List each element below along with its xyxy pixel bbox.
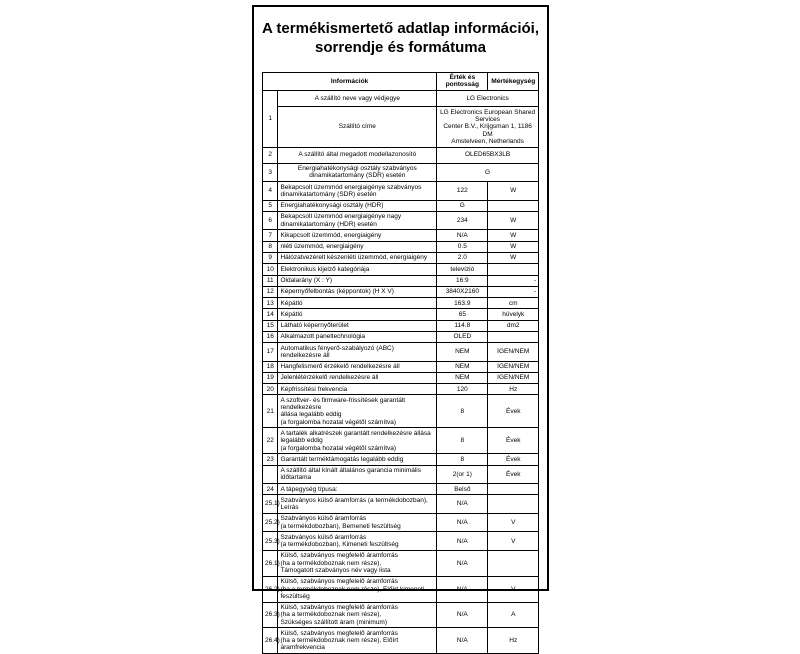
row-number: 8	[263, 241, 278, 252]
row-info-label: Látható képernyőterület	[278, 320, 437, 331]
row-info-label: Szabványos külső áramforrás (a termékdobozban), Leírás	[278, 495, 437, 514]
row-unit: hüvelyk	[488, 309, 539, 320]
row-info-label: A szállító által kínált általános garancia minimális időtartama	[278, 465, 437, 484]
row-value: 0.5	[437, 241, 488, 252]
row-info-label: Külső, szabványos megfelelő áramforrás (ha a termékdoboznak nem része), Támogatott szabványos név vagy lista	[278, 550, 437, 576]
table-row	[263, 230, 539, 241]
table-row	[263, 484, 539, 495]
row-value: N/A	[437, 550, 488, 576]
row-unit: IGEN/NEM	[488, 343, 539, 362]
row-value: 8	[437, 428, 488, 454]
row-info-label: Elektronikus kijelző kategóriája	[278, 264, 437, 275]
row-value: 65	[437, 309, 488, 320]
row-unit	[488, 550, 539, 576]
table-row	[263, 252, 539, 263]
row-number: 13	[263, 298, 278, 309]
row-number: 19	[263, 372, 278, 383]
row-info-label: Szállító címe	[278, 107, 437, 147]
row-unit: W	[488, 230, 539, 241]
row-unit	[488, 495, 539, 514]
row-value: 8	[437, 395, 488, 428]
table-row	[263, 576, 539, 602]
row-info-label: Külső, szabványos megfelelő áramforrás (ha a termékdoboznak nem része), Előírt áramfrekvencia	[278, 628, 437, 654]
row-value: 234	[437, 211, 488, 230]
table-row	[263, 91, 539, 107]
row-info-label: Alkalmazott paneltechnológia	[278, 331, 437, 342]
page-title: A termékismertető adatlap információi, sorrendje és formátuma	[254, 20, 547, 58]
spec-table	[262, 72, 539, 654]
row-info-label: Jelenlétérzékelő rendelkezésre áll	[278, 372, 437, 383]
table-row	[263, 454, 539, 465]
row-unit	[488, 264, 539, 275]
row-info-label: Garantált terméktámogatás legalább eddig	[278, 454, 437, 465]
row-number: 25.1)	[263, 495, 278, 514]
row-unit: Évek	[488, 465, 539, 484]
row-value: 122	[437, 182, 488, 201]
table-row	[263, 275, 539, 286]
row-number: 3	[263, 163, 278, 182]
row-value: N/A	[437, 576, 488, 602]
row-number: 10	[263, 264, 278, 275]
row-value: OLED65BX3LB	[437, 147, 539, 163]
row-number: 16	[263, 331, 278, 342]
row-value: G	[437, 200, 488, 211]
row-info-label: Szabványos külső áramforrás (a termékdobozban), Kimeneti feszültség	[278, 532, 437, 551]
row-value: N/A	[437, 628, 488, 654]
row-info-label: Képfrissítési frekvencia	[278, 384, 437, 395]
row-info-label: Oldalarány (X : Y)	[278, 275, 437, 286]
row-unit: -	[488, 286, 539, 297]
row-value: NEM	[437, 361, 488, 372]
row-info-label: Képátló	[278, 298, 437, 309]
row-value: N/A	[437, 230, 488, 241]
row-number: 24	[263, 484, 278, 495]
table-row	[263, 211, 539, 230]
row-number: 26.3)	[263, 602, 278, 628]
table-row	[263, 147, 539, 163]
row-value: 16:9	[437, 275, 488, 286]
row-unit: W	[488, 241, 539, 252]
row-value: N/A	[437, 513, 488, 532]
row-unit: W	[488, 211, 539, 230]
row-value: N/A	[437, 602, 488, 628]
row-number: 18	[263, 361, 278, 372]
table-row	[263, 264, 539, 275]
row-number: 17	[263, 343, 278, 362]
row-info-label: Kikapcsolt üzemmód, energiaigény	[278, 230, 437, 241]
table-row	[263, 550, 539, 576]
row-number: 15	[263, 320, 278, 331]
row-unit: V	[488, 513, 539, 532]
table-row	[263, 532, 539, 551]
row-number: 26.1)	[263, 550, 278, 576]
row-info-label: Energiahatékonysági osztály (HDR)	[278, 200, 437, 211]
row-unit	[488, 200, 539, 211]
row-number: 23	[263, 454, 278, 465]
row-value: 163.9	[437, 298, 488, 309]
table-row	[263, 200, 539, 211]
row-number: 7	[263, 230, 278, 241]
row-value: 120	[437, 384, 488, 395]
row-value: N/A	[437, 532, 488, 551]
table-row	[263, 602, 539, 628]
row-number: 6	[263, 211, 278, 230]
row-number: 9	[263, 252, 278, 263]
table-row	[263, 331, 539, 342]
row-unit: V	[488, 532, 539, 551]
row-number: 21	[263, 395, 278, 428]
row-value: 2(or 1)	[437, 465, 488, 484]
row-info-label: Bekapcsolt üzemmód energiaigénye szabványos dinamikatartomány (SDR) esetén	[278, 182, 437, 201]
table-row	[263, 372, 539, 383]
row-info-label: Automatikus fényerő-szabályozó (ABC) rendelkezésre áll	[278, 343, 437, 362]
row-value: 2.0	[437, 252, 488, 263]
table-row	[263, 495, 539, 514]
row-value: G	[437, 163, 539, 182]
row-info-label: Energiahatékonysági osztály szabványos dinamikatartomány (SDR) esetén	[278, 163, 437, 182]
row-info-label: A szállító által megadott modellazonosító	[278, 147, 437, 163]
row-unit: W	[488, 252, 539, 263]
row-unit: Hz	[488, 628, 539, 654]
row-value: NEM	[437, 343, 488, 362]
row-number	[263, 465, 278, 484]
header-row	[263, 72, 539, 91]
row-unit: Évek	[488, 454, 539, 465]
table-row	[263, 163, 539, 182]
table-row	[263, 428, 539, 454]
row-info-label: Hálózatvezérelt készenléti üzemmód, energiaigény	[278, 252, 437, 263]
row-number: 25.3)	[263, 532, 278, 551]
row-unit	[488, 484, 539, 495]
row-number: 12	[263, 286, 278, 297]
column-header-value: Érték és pontosság	[437, 72, 488, 91]
table-row	[263, 361, 539, 372]
row-value: televízió	[437, 264, 488, 275]
row-number: 20	[263, 384, 278, 395]
row-number: 14	[263, 309, 278, 320]
row-info-label: A tápegység típusa:	[278, 484, 437, 495]
row-unit: IGEN/NEM	[488, 372, 539, 383]
row-info-label: A tartalék alkatrészek garantált rendelkezésre állása legalább eddig (a forgalomba hozatal végétől számítva)	[278, 428, 437, 454]
table-row	[263, 107, 539, 147]
row-value: NEM	[437, 372, 488, 383]
row-unit: IGEN/NEM	[488, 361, 539, 372]
row-number: 26.2)	[263, 576, 278, 602]
row-number: 5	[263, 200, 278, 211]
row-value: LG Electronics European Shared Services Center B.V., Krijgsman 1, 1186 DM Amstelveen, Netherlands	[437, 107, 539, 147]
row-unit: A	[488, 602, 539, 628]
row-unit: Hz	[488, 384, 539, 395]
row-info-label: Hangfelismerő érzékelő rendelkezésre áll	[278, 361, 437, 372]
row-unit: V	[488, 576, 539, 602]
row-info-label: Képátló	[278, 309, 437, 320]
row-info-label: Bekapcsolt üzemmód energiaigénye nagy dinamikatartomány (HDR) esetén	[278, 211, 437, 230]
table-row	[263, 309, 539, 320]
table-row	[263, 628, 539, 654]
row-value: Belső	[437, 484, 488, 495]
row-value: LG Electronics	[437, 91, 539, 107]
row-unit: dm2	[488, 320, 539, 331]
table-row	[263, 182, 539, 201]
row-value: 8	[437, 454, 488, 465]
row-unit: Évek	[488, 428, 539, 454]
row-info-label: A szállító neve vagy védjegye	[278, 91, 437, 107]
table-row	[263, 395, 539, 428]
row-unit: -	[488, 275, 539, 286]
row-info-label: A szoftver- és firmware-frissítések garantált rendelkezésre állása legalább eddig (a forgalomba hozatal végétől számítva)	[278, 395, 437, 428]
row-number: 26.4)	[263, 628, 278, 654]
table-row	[263, 384, 539, 395]
table-row	[263, 465, 539, 484]
table-row	[263, 286, 539, 297]
row-info-label: Képernyőfelbontás (képpontok) (H X V)	[278, 286, 437, 297]
row-value: N/A	[437, 495, 488, 514]
row-unit: cm	[488, 298, 539, 309]
column-header-info: Információk	[263, 72, 437, 91]
row-info-label: nléti üzemmód, energiaigény	[278, 241, 437, 252]
row-number: 22	[263, 428, 278, 454]
row-unit: Évek	[488, 395, 539, 428]
row-value: 3840X2160	[437, 286, 488, 297]
table-row	[263, 513, 539, 532]
row-unit	[488, 331, 539, 342]
row-number: 4	[263, 182, 278, 201]
row-value: OLED	[437, 331, 488, 342]
row-value: 114.8	[437, 320, 488, 331]
spec-table-body	[263, 91, 539, 654]
table-row	[263, 241, 539, 252]
table-row	[263, 343, 539, 362]
table-row	[263, 298, 539, 309]
table-row	[263, 320, 539, 331]
row-info-label: Külső, szabványos megfelelő áramforrás (ha a termékdoboznak nem része), Előírt kimeneti feszültség	[278, 576, 437, 602]
row-info-label: Külső, szabványos megfelelő áramforrás (ha a termékdoboznak nem része), Szükséges szállított áram (minimum)	[278, 602, 437, 628]
column-header-unit: Mértékegység	[488, 72, 539, 91]
row-info-label: Szabványos külső áramforrás (a termékdobozban), Bemeneti feszültség	[278, 513, 437, 532]
row-number: 2	[263, 147, 278, 163]
row-number: 1	[263, 91, 278, 147]
row-number: 25.2)	[263, 513, 278, 532]
row-number: 11	[263, 275, 278, 286]
row-unit: W	[488, 182, 539, 201]
document-frame	[252, 5, 549, 591]
